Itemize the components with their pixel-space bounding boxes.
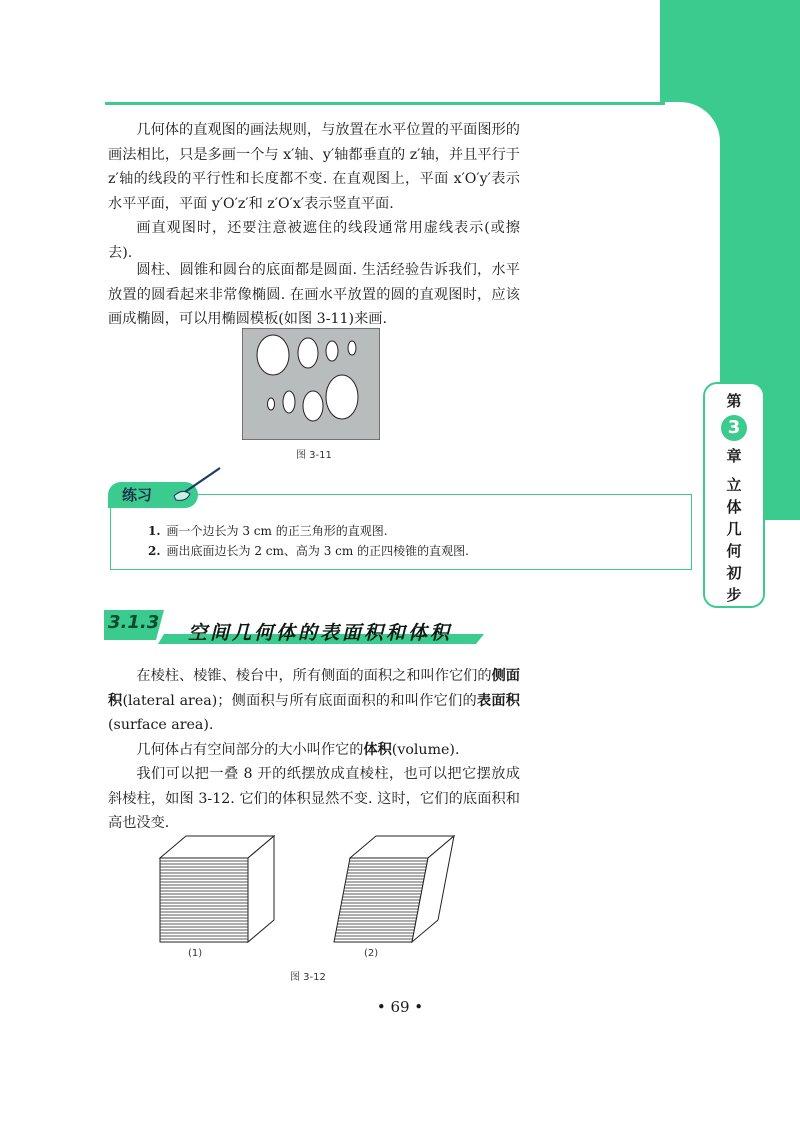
chapter-number-badge: 3 <box>721 415 747 441</box>
figure-3-12-sub2: (2) <box>364 948 379 959</box>
term-surface-area: 表面积 <box>476 692 520 709</box>
paper-stack-figure <box>150 830 480 950</box>
chapter-tab[interactable] <box>703 382 765 608</box>
exercise-title: 练习 <box>108 482 198 508</box>
ellipse-template-figure <box>242 328 380 440</box>
term-volume: 体积 <box>363 742 392 758</box>
term-lateral-area: 侧面积 <box>108 668 520 709</box>
paragraph-surface-area: 在棱柱、棱锥、棱台中，所有侧面的面积之和叫作它们的侧面积(lateral area)；侧面积与所有底面面积的和叫作它们的表面积(surface area). <box>108 668 520 733</box>
header-rule <box>105 102 665 105</box>
chapter-title-char: 何 <box>726 542 742 560</box>
section-number: 3.1.3 <box>108 612 160 633</box>
exercise-text: 画一个边长为 3 cm 的正三角形的直观图. <box>166 524 388 538</box>
exercise-number: 1. <box>148 524 161 538</box>
right-prism-stack <box>160 836 274 942</box>
paragraph-volume: 几何体占有空间部分的大小叫作它的体积(volume). <box>136 742 460 758</box>
paragraph-drawing-rules: 几何体的直观图的画法规则，与放置在水平位置的平面图形的画法相比，只是多画一个与 x′轴、y′轴都垂直的 z′轴，并且平行于 z′轴的线段的平行性和长度都不变. 在直观图上，平面 x′O′y′表示水平平面，平面 y′O′z′和 z′O′x′表示竖直平面. <box>108 122 520 212</box>
chapter-prefix: 第 <box>726 392 742 410</box>
figure-3-12-sub1: (1) <box>188 948 203 959</box>
section-title: 空间几何体的表面积和体积 <box>188 622 453 644</box>
paragraph-paper-stack: 我们可以把一叠 8 开的纸摆放成直棱柱，也可以把它摆放成斜棱柱，如图 3-12. 它们的体积显然不变. 这时，它们的底面积和高也没变. <box>108 766 520 831</box>
exercise-text: 画出底面边长为 2 cm、高为 3 cm 的正四棱锥的直观图. <box>166 544 469 558</box>
figure-3-12-caption: 图 3-12 <box>290 972 326 983</box>
chapter-suffix: 章 <box>726 447 742 465</box>
section-heading <box>104 604 484 650</box>
chapter-title-char: 步 <box>726 586 742 604</box>
paragraph-ellipse: 圆柱、圆锥和圆台的底面都是圆面. 生活经验告诉我们，水平放置的圆看起来非常像椭圆. 在画水平放置的圆的直观图时，应该画成椭圆，可以用椭圆模板(如图 3-11)来画. <box>108 262 520 327</box>
paragraph-hidden-lines: 画直观图时，还要注意被遮住的线段通常用虚线表示(或擦去). <box>108 220 520 261</box>
exercise-item <box>148 522 388 540</box>
chapter-title-char: 立 <box>726 476 742 494</box>
chapter-title-char: 几 <box>726 520 742 538</box>
page-number: • 69 • <box>376 998 424 1016</box>
pen-icon <box>168 466 224 504</box>
figure-3-11-caption: 图 3-11 <box>296 450 332 461</box>
oblique-prism-stack <box>334 836 454 942</box>
exercise-number: 2. <box>148 544 161 558</box>
chapter-title-char: 初 <box>726 564 742 582</box>
exercise-item <box>148 542 469 560</box>
chapter-title-char: 体 <box>726 498 742 516</box>
